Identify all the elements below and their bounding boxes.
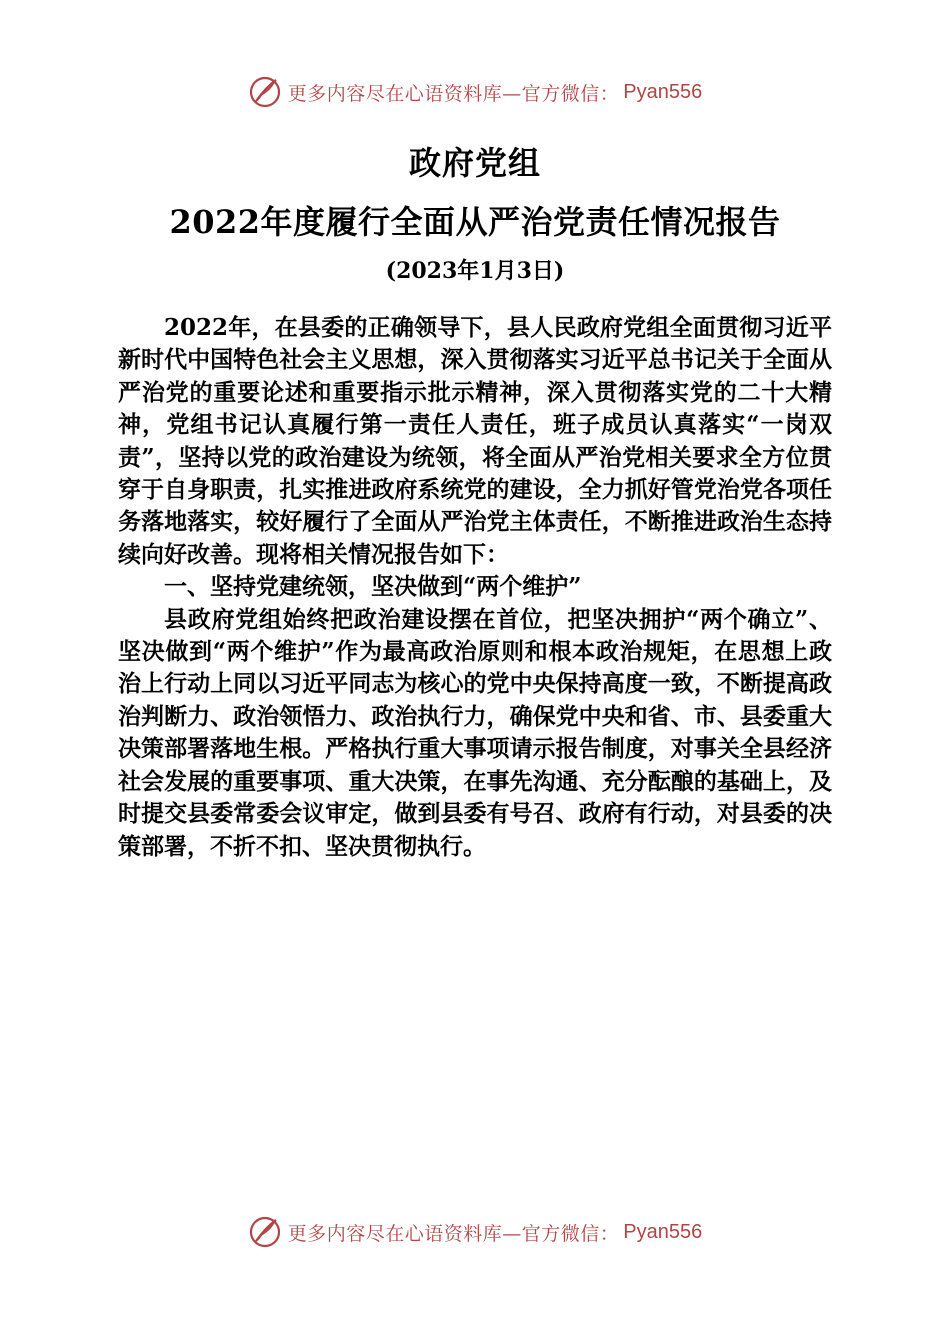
paragraph-intro: 2022年，在县委的正确领导下，县人民政府党组全面贯彻习近平新时代中国特色社会主义思想，深入贯彻落实习近平总书记关于全面从严治党的重要论述和重要指示批示精神，深入贯彻落实党的二十大精神，党组书记认真履行第一责任人责任，班子成员认真落实“一岗双责”，坚持以党的政治建设为统领，将全面从严治党相关要求全方位贯穿于自身职责，扎实推进政府系统党的建设，全力抓好管党治党各项任务落地落实，较好履行了全面从严治党主体责任，不断推进政治生态持续向好改善。现将相关情况报告如下： [118, 314, 832, 568]
watermark-text: 更多内容尽在心语资料库—官方微信： [287, 82, 620, 105]
document-title-line2: 2022年度履行全面从严治党责任情况报告 [169, 203, 781, 241]
quill-pen-logo-icon [248, 75, 282, 109]
quill-pen-logo-icon [248, 1215, 282, 1249]
watermark-account: Pyan556 [623, 1220, 703, 1243]
section-1-heading: 一、坚持党建统领，坚决做到“两个维护” [164, 573, 582, 601]
watermark-text: 更多内容尽在心语资料库—官方微信： [287, 1222, 620, 1245]
document-date: (2023年1月3日) [385, 258, 565, 284]
watermark-banner-bottom [0, 1212, 950, 1252]
document-title-line1: 政府党组 [408, 144, 541, 182]
document-body [118, 312, 832, 863]
watermark-account: Pyan556 [623, 80, 703, 103]
section-1-body: 县政府党组始终把政治建设摆在首位，把坚决拥护“两个确立”、坚决做到“两个维护”作为最高政治原则和根本政治规矩，在思想上政治上行动上同以习近平同志为核心的党中央保持高度一致，不断提高政治判断力、政治领悟力、政治执行力，确保党中央和省、市、县委重大决策部署落地生根。严格执行重大事项请示报告制度，对事关全县经济社会发展的重要事项、重大决策，在事先沟通、充分酝酿的基础上，及时提交县委常委会议审定，做到县委有号召、政府有行动，对县委的决策部署，不折不扣、坚决贯彻执行。 [118, 605, 832, 860]
watermark-banner-top [0, 72, 950, 112]
